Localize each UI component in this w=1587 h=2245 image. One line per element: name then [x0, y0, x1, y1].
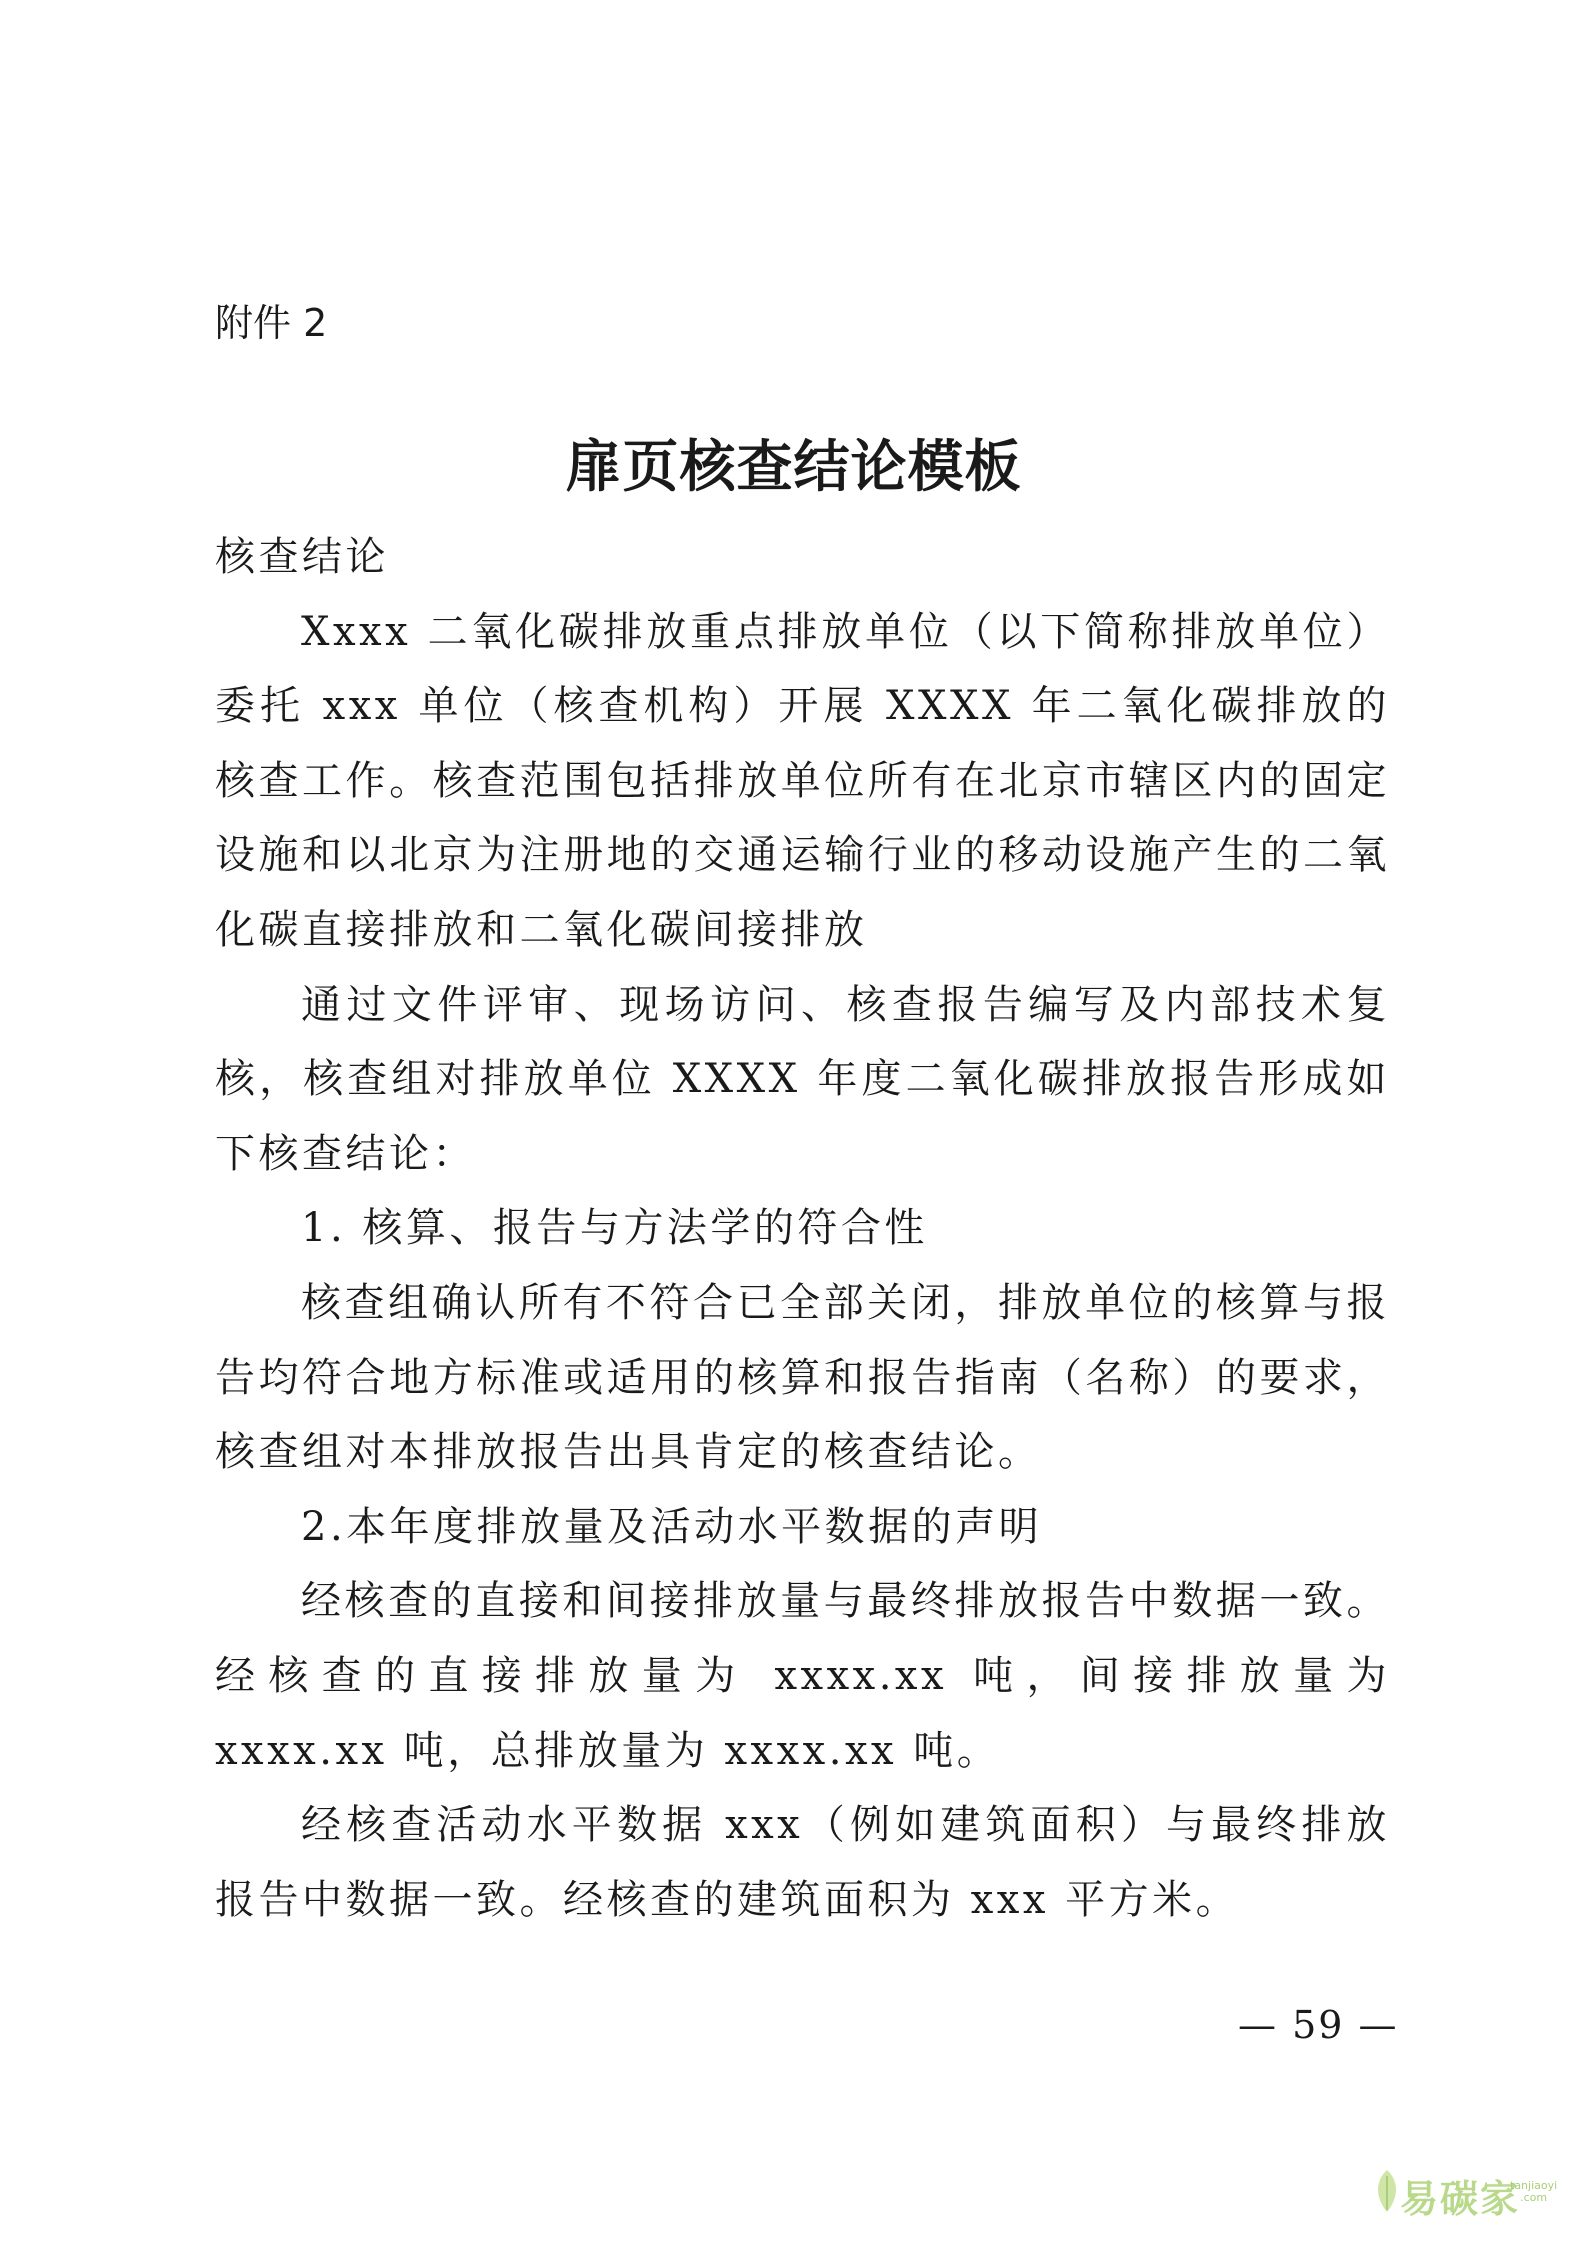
paragraph: 经核查活动水平数据 xxx（例如建筑面积）与最终排放报告中数据一致。经核查的建筑面积为 xxx 平方米。 [215, 1802, 1390, 1923]
numbered-heading: 2.本年度排放量及活动水平数据的声明 [301, 1503, 1043, 1550]
page-title: 扉页核查结论模板 [565, 435, 1022, 500]
watermark-domain [1510, 2180, 1557, 2204]
section-heading: 核查结论 [215, 534, 389, 580]
document-body [215, 520, 1390, 1937]
watermark-logo [1372, 2158, 1572, 2228]
watermark-domain-tld: .com [1520, 2191, 1548, 2204]
attachment-label: 附件 2 [215, 301, 328, 345]
paragraph: 经核查的直接和间接排放量与最终排放报告中数据一致。经核查的直接排放量为 xxxx.xx 吨，间接排放量为 xxxx.xx 吨，总排放量为 xxxx.xx 吨。 [215, 1578, 1390, 1774]
page-number: — 59 — [1238, 2003, 1399, 2047]
watermark-brand: 易碳家 [1400, 2177, 1521, 2221]
numbered-heading: 1. 核算、报告与方法学的符合性 [301, 1205, 928, 1252]
paragraph: 通过文件评审、现场访问、核查报告编写及内部技术复核，核查组对排放单位 XXXX 年度二氧化碳排放报告形成如下核查结论： [215, 981, 1390, 1177]
watermark-domain-name: tanjiaoyi [1510, 2179, 1558, 2192]
leaf-icon [1372, 2166, 1402, 2216]
paragraph: Xxxx 二氧化碳排放重点排放单位（以下简称排放单位）委托 xxx 单位（核查机构）开展 XXXX 年二氧化碳排放的核查工作。核查范围包括排放单位所有在北京市辖区内的固定设施和以北京为注册地的交通运输行业的移动设施产生的二氧化碳直接排放和二氧化碳间接排放 [215, 608, 1390, 953]
paragraph: 核查组确认所有不符合已全部关闭，排放单位的核算与报告均符合地方标准或适用的核算和报告指南（名称）的要求，核查组对本排放报告出具肯定的核查结论。 [215, 1279, 1390, 1476]
